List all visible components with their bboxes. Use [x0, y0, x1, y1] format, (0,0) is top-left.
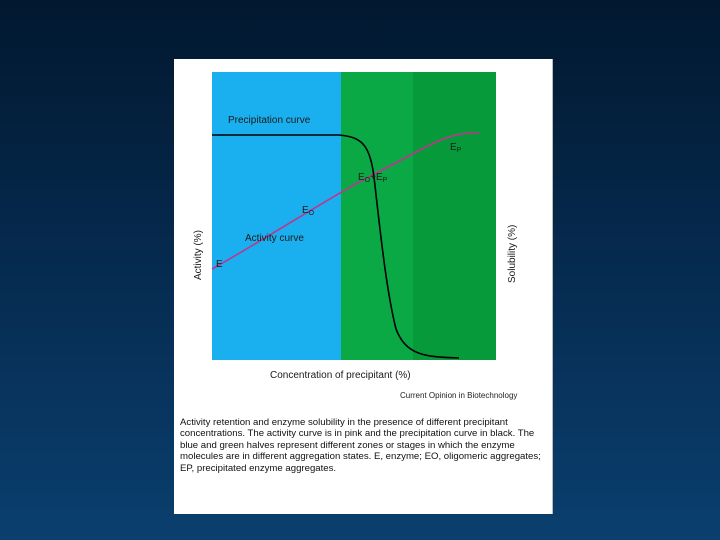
- precipitation-curve-label: Precipitation curve: [228, 115, 311, 126]
- activity-curve-label: Activity curve: [245, 233, 304, 244]
- y-axis-left-label: Activity (%): [193, 230, 204, 280]
- eo-ep-label: $E_O+E_P$: [358, 172, 388, 184]
- figure-credit: Current Opinion in Biotechnology: [400, 391, 518, 400]
- zone-green-dark: [413, 72, 496, 360]
- figure-panel: [174, 59, 553, 514]
- figure-border: [552, 59, 553, 514]
- x-axis-label: Concentration of precipitant (%): [270, 370, 411, 381]
- eo-label: $E_O$: [302, 205, 315, 217]
- zone-green-light: [341, 72, 413, 360]
- figure-caption: Activity retention and enzyme solubility in the presence of different precipitant concentrations. The activity curve is in pink and the precipitation curve in black. The blue and green halves represent different zones or stages in which the enzyme molecules are in different aggregation states. E, enzyme; EO, oligomeric aggregates; EP, precipitated enzyme aggregates.: [180, 417, 541, 474]
- ep-label: $E_P$: [450, 142, 462, 154]
- e-label: E: [216, 259, 223, 270]
- y-axis-right-label: Solubility (%): [507, 224, 518, 283]
